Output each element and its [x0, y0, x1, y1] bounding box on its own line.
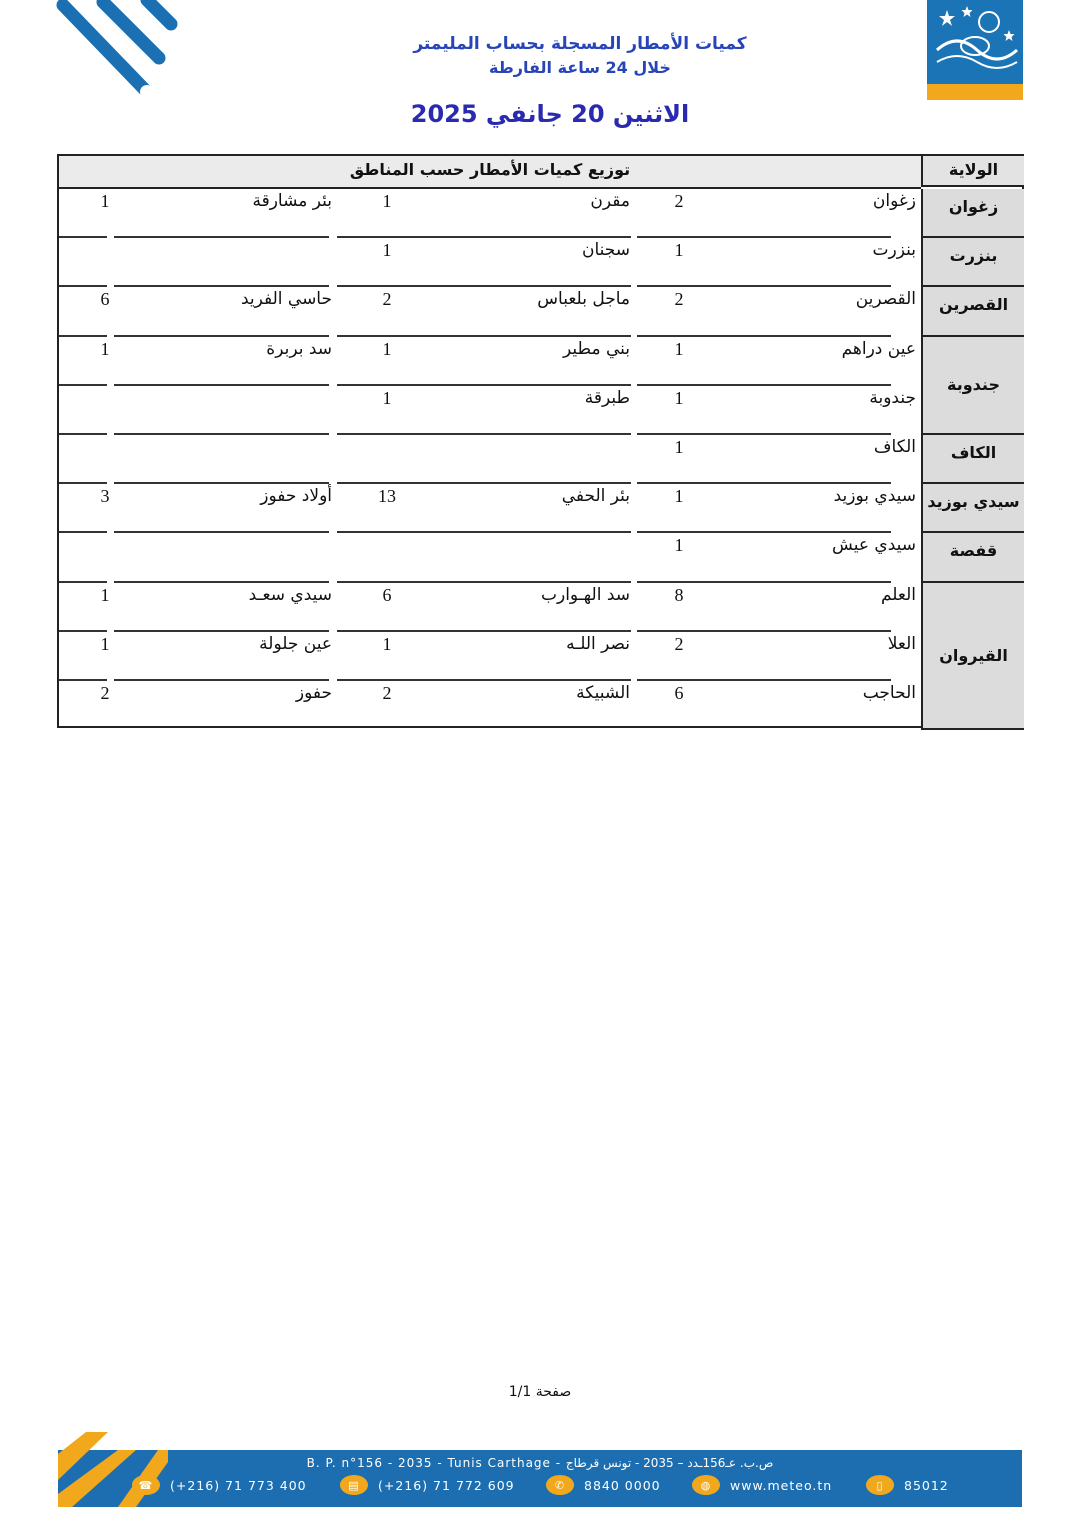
station-name: بئر مشارقة — [252, 191, 332, 211]
institute-logo — [927, 0, 1023, 100]
row-separator — [637, 236, 891, 238]
hotline-icon: ✆ — [546, 1475, 574, 1495]
row-separator — [114, 433, 329, 435]
phone-number: (+216) 71 773 400 — [170, 1477, 307, 1493]
hotline-number: 8840 0000 — [584, 1477, 661, 1493]
station-name: سيدي بوزيد — [833, 486, 916, 507]
row-separator — [114, 236, 329, 238]
rainfall-value: 1 — [100, 191, 110, 211]
fax-icon: ▤ — [340, 1475, 368, 1495]
station-name: سيدي عيش — [832, 535, 916, 556]
station-name: جندوبة — [869, 387, 916, 408]
row-separator — [59, 531, 107, 533]
rainfall-value: 2 — [674, 633, 684, 654]
row-separator — [114, 630, 329, 632]
station-name: الشبيكة — [576, 683, 630, 703]
rainfall-value: 1 — [382, 338, 392, 359]
row-separator — [59, 384, 107, 386]
row-separator — [637, 384, 891, 386]
row-separator — [637, 630, 891, 632]
rainfall-value: 6 — [100, 289, 110, 310]
rainfall-value: 1 — [674, 387, 684, 408]
row-separator — [337, 531, 631, 533]
rainfall-value: 1 — [382, 240, 392, 261]
station-name: طبرقة — [584, 387, 630, 408]
rainfall-value: 1 — [382, 191, 392, 211]
row-separator — [337, 581, 631, 583]
row-separator — [637, 531, 891, 533]
station-name: ماجل بلعباس — [537, 289, 630, 310]
station-name: العلم — [880, 584, 916, 605]
rainfall-value: 2 — [100, 683, 110, 703]
station-name: الكاف — [873, 437, 916, 457]
row-separator — [59, 679, 107, 681]
governorate-cell: زغوان — [921, 189, 1024, 238]
rainfall-value: 2 — [674, 191, 684, 211]
row-separator — [59, 335, 107, 337]
rainfall-value: 6 — [382, 584, 392, 605]
row-separator — [337, 679, 631, 681]
mobile-icon: ▯ — [866, 1475, 894, 1495]
phone-icon: ☎ — [132, 1475, 160, 1495]
station-name: سجنان — [581, 240, 630, 261]
row-separator — [337, 384, 631, 386]
station-name: عين جلولة — [259, 633, 332, 654]
report-title: كميات الأمطار المسجلة بحساب المليمتر — [413, 34, 747, 54]
row-separator — [114, 335, 329, 337]
rainfall-value: 1 — [382, 387, 392, 408]
footer-sms — [866, 1475, 949, 1495]
row-separator — [337, 433, 631, 435]
rainfall-value: 1 — [674, 535, 684, 556]
governorate-cell: بنزرت — [921, 238, 1024, 287]
logo-band — [927, 84, 1023, 100]
station-name: زغوان — [872, 191, 916, 211]
row-separator — [59, 630, 107, 632]
row-separator — [59, 433, 107, 435]
distribution-header: توزيع كميات الأمطار حسب المناطق — [59, 156, 921, 189]
row-separator — [114, 679, 329, 681]
rainfall-value: 2 — [382, 683, 392, 703]
rainfall-value: 6 — [674, 683, 684, 703]
row-separator — [637, 482, 891, 484]
rainfall-value: 13 — [378, 486, 396, 507]
rainfall-value: 1 — [674, 486, 684, 507]
rainfall-value: 3 — [100, 486, 110, 507]
row-separator — [59, 285, 107, 287]
row-separator — [114, 285, 329, 287]
row-separator — [637, 335, 891, 337]
station-name: سيدي سعـد — [248, 584, 332, 605]
row-separator — [337, 630, 631, 632]
page-number: صفحة 1/1 — [508, 1384, 572, 1400]
fax-number: (+216) 71 772 609 — [378, 1477, 515, 1493]
station-name: سد بربرة — [266, 338, 332, 359]
station-name: القصرين — [855, 289, 916, 310]
header-stripes-decoration — [55, 0, 185, 105]
station-name: بئر الحفي — [561, 486, 630, 507]
footer-fax — [340, 1475, 515, 1495]
station-name: حاسي الفريد — [240, 289, 332, 310]
governorate-cell: سيدي بوزيد — [921, 484, 1024, 533]
station-name: حفوز — [295, 683, 332, 703]
row-separator — [637, 285, 891, 287]
row-separator — [337, 285, 631, 287]
station-name: سد الهـوارب — [540, 584, 630, 605]
row-separator — [637, 679, 891, 681]
row-separator — [59, 482, 107, 484]
governorate-header: الولاية — [921, 156, 1024, 187]
row-separator — [59, 236, 107, 238]
row-separator — [114, 482, 329, 484]
station-name: العلا — [887, 633, 916, 654]
row-separator — [337, 236, 631, 238]
governorate-cell: جندوبة — [921, 337, 1024, 435]
governorate-cell: القيروان — [921, 583, 1024, 731]
sms-number: 85012 — [904, 1477, 949, 1493]
rainfall-value: 2 — [382, 289, 392, 310]
row-separator — [337, 335, 631, 337]
rainfall-value: 1 — [674, 338, 684, 359]
rainfall-value: 8 — [674, 584, 684, 605]
rainfall-value: 1 — [382, 633, 392, 654]
row-separator — [59, 581, 107, 583]
footer-website[interactable] — [692, 1475, 832, 1495]
station-name: عين دراهم — [841, 338, 916, 359]
rainfall-table — [57, 154, 1024, 728]
rainfall-value: 1 — [100, 338, 110, 359]
report-date: الاثنين 20 جانفي 2025 — [410, 100, 690, 128]
row-separator — [114, 384, 329, 386]
governorate-cell: القصرين — [921, 287, 1024, 336]
station-name: مقرن — [590, 191, 630, 211]
row-separator — [114, 581, 329, 583]
footer-hotline — [546, 1475, 661, 1495]
governorate-cell: قفصة — [921, 533, 1024, 582]
footer-phone — [132, 1475, 307, 1495]
station-name: الحاجب — [862, 683, 916, 703]
row-separator — [637, 581, 891, 583]
station-name: أولاد حفوز — [260, 486, 332, 507]
website-link[interactable]: www.meteo.tn — [730, 1477, 833, 1493]
station-name: بنزرت — [872, 240, 916, 261]
rainfall-value: 1 — [674, 240, 684, 261]
governorate-cell: الكاف — [921, 435, 1024, 484]
rainfall-value: 1 — [674, 437, 684, 457]
report-subtitle: خلال 24 ساعة الفارطة — [489, 58, 671, 77]
station-name: نصر اللـه — [566, 633, 630, 654]
rainfall-value: 1 — [100, 584, 110, 605]
row-separator — [337, 482, 631, 484]
rainfall-value: 2 — [674, 289, 684, 310]
rainfall-value: 1 — [100, 633, 110, 654]
footer-address: B. P. n°156 - 2035 - Tunis Carthage - ص.ب. عـ156ـدد – 2035 - تونس قرطاج — [306, 1456, 774, 1470]
globe-icon: ◍ — [692, 1475, 720, 1495]
station-name: بني مطير — [563, 338, 630, 359]
row-separator — [114, 531, 329, 533]
row-separator — [637, 433, 891, 435]
logo-emblem-icon — [927, 0, 1023, 84]
